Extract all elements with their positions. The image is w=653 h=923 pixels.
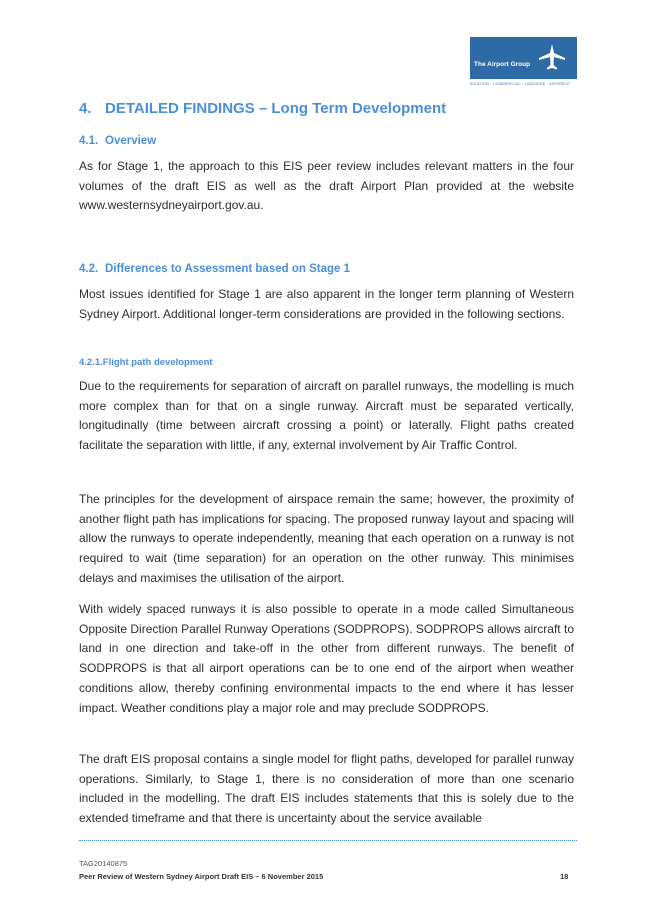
body-paragraph: Due to the requirements for separation of aircraft on parallel runways, the modelling is much more complex than for that on a single runway. Aircraft must be separated vertically, longitudinally (time between aircraft crossing a point) or laterally. Flight paths created facilitate the separation with little, if any, external involvement by Air Traffic Control. (79, 379, 574, 453)
page-number: 18 (560, 872, 569, 881)
differences-paragraph: Most issues identified for Stage 1 are also apparent in the longer term planning of Western Sydney Airport. Additional longer-term considerations are provided in the following sections. (79, 287, 574, 321)
body-paragraph: The principles for the development of airspace remain the same; however, the proximity of another flight path has implications for spacing. The proposed runway layout and spacing will allow the runways to operate independently, meaning that each operation on a runway is not required to wait (time separation) for an operation on the other runway. This minimises delays and maximises the utilisation of the airport. (79, 492, 574, 585)
section-number: 4.1. (79, 135, 99, 147)
section-number: 4.2. (79, 263, 99, 275)
body-paragraph: The draft EIS proposal contains a single model for flight paths, developed for parallel runway operations. Similarly, to Stage 1, there is no consideration of more than one scenario included in the modelling. The draft EIS includes statements that this is solely due to the extended timeframe and that there is uncertainty about the service available (79, 752, 574, 826)
overview-paragraph: As for Stage 1, the approach to this EIS peer review includes relevant matters in the four volumes of the draft EIS as well as the draft Airport Plan provided at the website www.westernsydneyairport.gov.au. (79, 159, 574, 213)
subsection-heading-flight-path: 4.2.1.Flight path development (79, 357, 213, 368)
document-reference: TAG20140875 (79, 859, 128, 868)
body-paragraph: With widely spaced runways it is also possible to operate in a mode called Simultaneous Opposite Direction Parallel Runway Operations (SODPROPS). SODPROPS allows aircraft to land in one direction and take-off in the other from different runways. The benefit of SODPROPS is that all airport operations can be to one end of the airport when weather conditions allow, thereby confining environmental impacts to the end where it has lesser impact. Weather conditions play a major role and may preclude SODPROPS. (79, 602, 574, 715)
footer-divider (79, 840, 577, 841)
footer-title: Peer Review of Western Sydney Airport Draft EIS – 6 November 2015 (79, 872, 324, 881)
chapter-heading (79, 100, 446, 117)
section-title: Overview (105, 135, 157, 147)
logo-name: The Airport Group (474, 61, 531, 68)
section-title: Differences to Assessment based on Stage 1 (105, 263, 350, 275)
chapter-title: DETAILED FINDINGS – Long Term Development (105, 100, 447, 117)
section-heading-overview (79, 135, 156, 147)
section-heading-differences (79, 263, 350, 275)
logo-tagline: AVIATION · COMMERCIAL · LANDSIDE · AIRSPACE (470, 81, 570, 86)
airplane-icon (537, 42, 567, 72)
company-logo (470, 37, 577, 79)
chapter-number: 4. (79, 100, 92, 117)
